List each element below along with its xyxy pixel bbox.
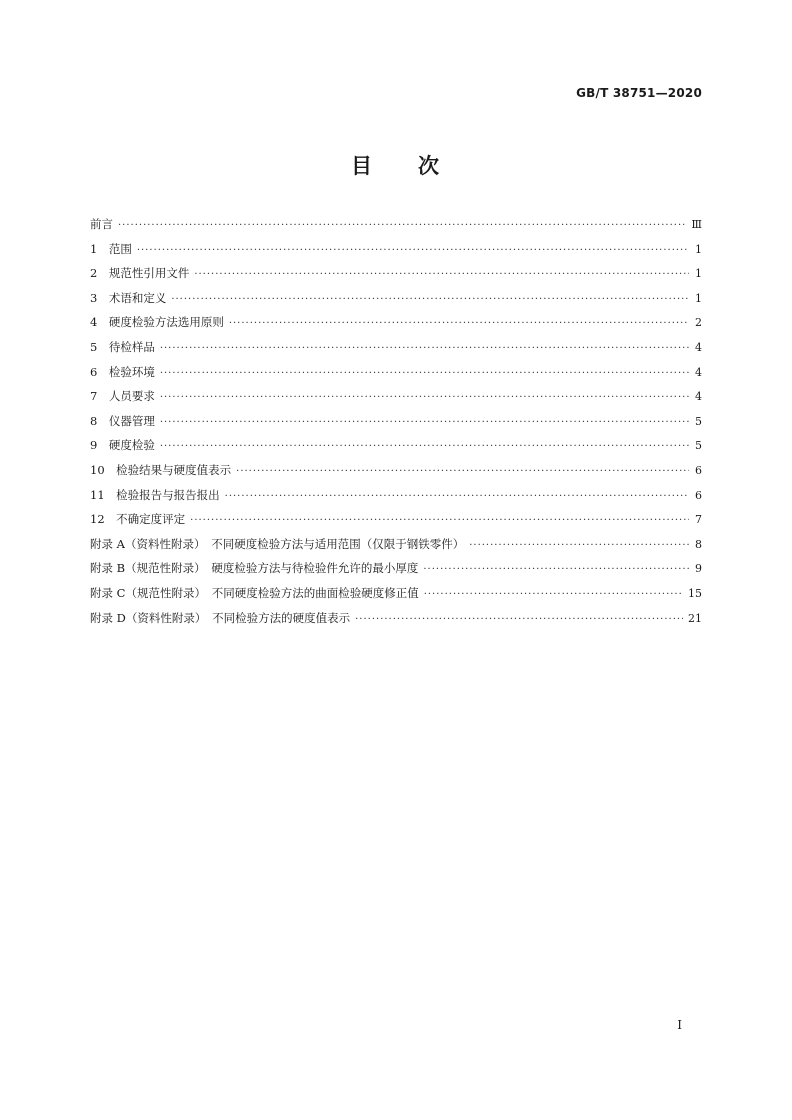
toc-entry[interactable]	[90, 364, 702, 389]
table-of-contents	[90, 216, 702, 634]
toc-dot-leader	[160, 441, 689, 452]
toc-entry-label: 6 检验环境	[90, 364, 155, 379]
toc-entry-label: 8 仪器管理	[90, 413, 155, 428]
toc-dot-leader	[229, 318, 689, 329]
toc-entry-page: 8	[695, 537, 702, 551]
toc-entry-label: 10 检验结果与硬度值表示	[90, 462, 232, 477]
toc-entry-label: 11 检验报告与报告报出	[90, 487, 220, 502]
title-char-1: 目	[351, 154, 374, 178]
toc-entry-page: 21	[688, 611, 702, 625]
toc-entry-page: 5	[695, 414, 702, 428]
toc-dot-leader	[236, 466, 689, 477]
toc-dot-leader	[424, 589, 683, 600]
toc-entry-label: 5 待检样品	[90, 339, 155, 354]
toc-dot-leader	[469, 540, 689, 551]
toc-entry-label: 附录 B（规范性附录） 硬度检验方法与待检验件允许的最小厚度	[90, 561, 419, 576]
toc-entry[interactable]	[90, 610, 702, 635]
toc-entry[interactable]	[90, 487, 702, 512]
toc-dot-leader	[423, 564, 689, 575]
toc-entry[interactable]	[90, 536, 702, 561]
toc-entry[interactable]	[90, 265, 702, 290]
standard-code: GB/T 38751—2020	[576, 86, 702, 100]
toc-entry-label: 3 术语和定义	[90, 290, 167, 305]
toc-entry-page: 1	[695, 291, 702, 305]
toc-entry-label: 4 硬度检验方法选用原则	[90, 315, 224, 330]
toc-entry[interactable]	[90, 339, 702, 364]
toc-entry-label: 9 硬度检验	[90, 438, 155, 453]
page-number: I	[677, 1018, 682, 1032]
toc-entry-page: 6	[695, 463, 702, 477]
toc-entry[interactable]	[90, 462, 702, 487]
toc-dot-leader	[194, 269, 689, 280]
toc-entry-page: 2	[695, 316, 702, 330]
toc-dot-leader	[137, 245, 689, 256]
toc-dot-leader	[160, 343, 689, 354]
toc-entry-page: 4	[695, 390, 702, 404]
toc-dot-leader	[160, 417, 689, 428]
toc-entry[interactable]	[90, 216, 702, 241]
toc-dot-leader	[118, 220, 686, 231]
toc-entry[interactable]	[90, 314, 702, 339]
toc-entry[interactable]	[90, 585, 702, 610]
page-title	[0, 150, 792, 180]
toc-entry-label: 前言	[90, 217, 113, 231]
toc-entry[interactable]	[90, 290, 702, 315]
toc-entry[interactable]	[90, 413, 702, 438]
toc-dot-leader	[160, 368, 689, 379]
toc-entry[interactable]	[90, 437, 702, 462]
toc-entry-page: 6	[695, 488, 702, 502]
toc-entry-page: 7	[695, 513, 702, 527]
title-char-2: 次	[418, 154, 441, 178]
toc-entry-page: 9	[695, 562, 702, 576]
toc-dot-leader	[355, 614, 683, 625]
toc-entry-label: 附录 C（规范性附录） 不同硬度检验方法的曲面检验硬度修正值	[90, 585, 419, 600]
toc-entry-label: 附录 A（资料性附录） 不同硬度检验方法与适用范围（仅限于钢铁零件）	[90, 536, 465, 551]
toc-entry-label: 7 人员要求	[90, 389, 155, 404]
toc-entry-page: 4	[695, 340, 702, 354]
toc-entry[interactable]	[90, 241, 702, 266]
toc-entry-page: 1	[695, 242, 702, 256]
toc-entry[interactable]	[90, 560, 702, 585]
toc-dot-leader	[171, 294, 689, 305]
toc-dot-leader	[225, 491, 689, 502]
toc-entry-page: 5	[695, 439, 702, 453]
toc-entry-label: 1 范围	[90, 241, 132, 256]
toc-entry-page: 1	[695, 267, 702, 281]
toc-entry[interactable]	[90, 388, 702, 413]
toc-entry-label: 12 不确定度评定	[90, 512, 186, 527]
toc-entry-page: Ⅲ	[691, 218, 702, 231]
toc-entry-label: 附录 D（资料性附录） 不同检验方法的硬度值表示	[90, 610, 351, 625]
toc-entry-label: 2 规范性引用文件	[90, 266, 190, 281]
toc-entry[interactable]	[90, 511, 702, 536]
toc-entry-page: 4	[695, 365, 702, 379]
toc-dot-leader	[190, 515, 689, 526]
toc-dot-leader	[160, 392, 689, 403]
toc-entry-page: 15	[688, 586, 702, 600]
